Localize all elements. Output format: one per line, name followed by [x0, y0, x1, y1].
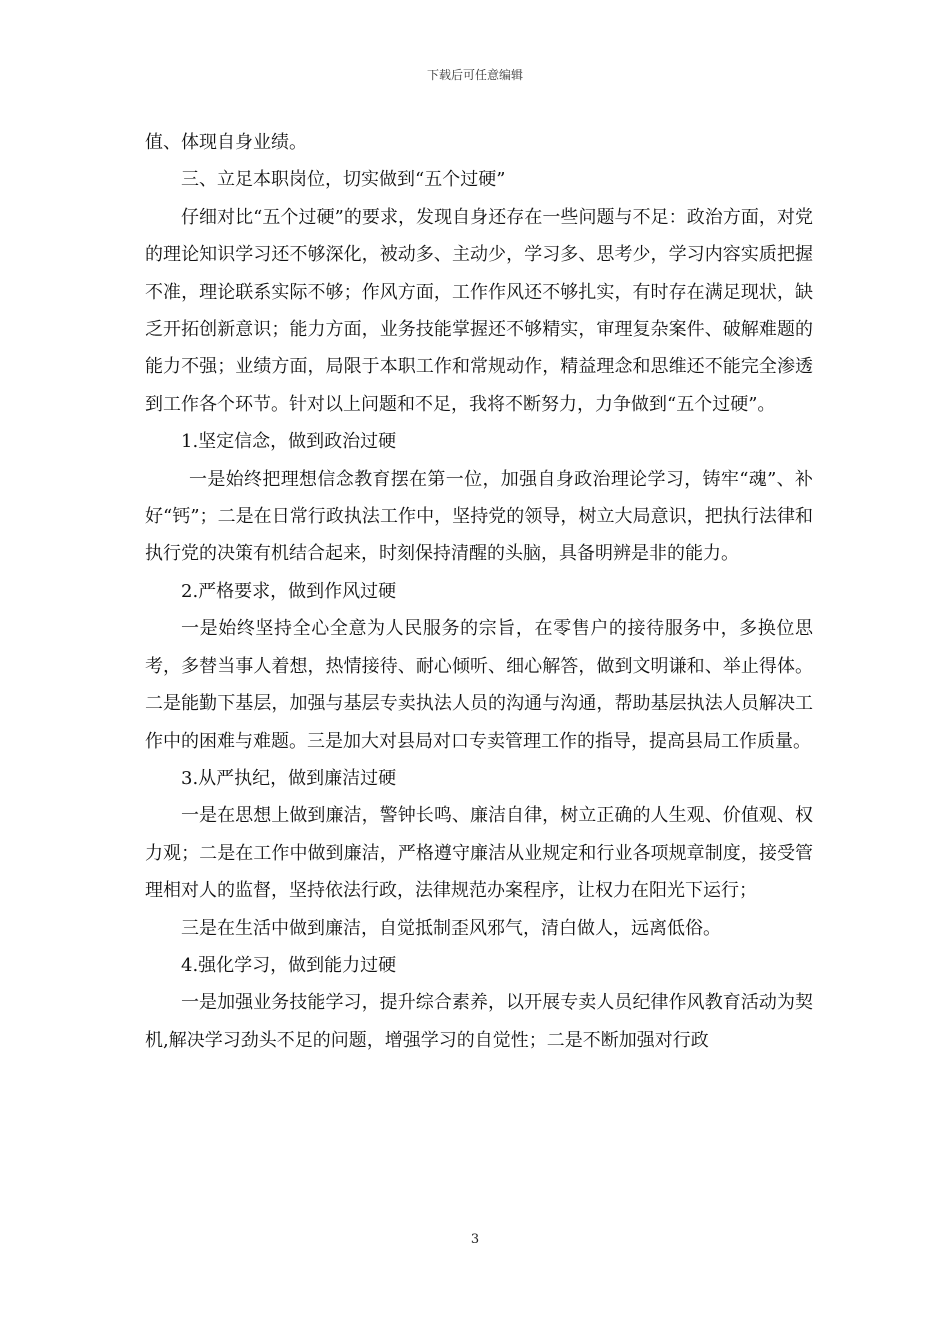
paragraph-continuation: 值、体现自身业绩。: [145, 132, 307, 153]
paragraph: 一是在思想上做到廉洁，警钟长鸣、廉洁自律，树立正确的人生观、价值观、权力观；二是在工作中做到廉洁，严格遵守廉洁从业规定和行业各项规章制度，接受管理相对人的监督，坚持依法行政，法律规范办案程序，让权力在阳光下运行；: [145, 805, 813, 902]
subheading-3: 3.从严执纪，做到廉洁过硬: [181, 767, 397, 789]
page-header: 下载后可任意编辑: [426, 68, 523, 82]
paragraph: 三是在生活中做到廉洁，自觉抵制歪风邪气，清白做人，远离低俗。: [181, 917, 721, 939]
page-number: 3: [470, 1232, 480, 1247]
subheading-1: 1.坚定信念，做到政治过硬: [181, 431, 397, 453]
section-heading: 三、立足本职岗位，切实做到“五个过硬”: [181, 169, 506, 191]
paragraph: 仔细对比“五个过硬”的要求，发现自身还存在一些问题与不足：政治方面，对党的理论知识学习还不够深化，被动多、主动少，学习多、思考少，学习内容实质把握不准，理论联系实际不够；作风方面，工作作风还不够扎实，有时存在满足现状，缺乏开拓创新意识；能力方面，业务技能掌握还不够精实，审理复杂案件、破解难题的能力不强；业绩方面，局限于本职工作和常规动作，精益理念和思维还不能完全渗透到工作各个环节。针对以上问题和不足，我将不断努力，力争做到“五个过硬”。: [145, 206, 813, 415]
paragraph: 一是始终坚持全心全意为人民服务的宗旨，在零售户的接待服务中，多换位思考，多替当事人着想，热情接待、耐心倾听、细心解答，做到文明谦和、举止得体。二是能勤下基层，加强与基层专卖执法人员的沟通与沟通，帮助基层执法人员解决工作中的困难与难题。三是加大对县局对口专卖管理工作的指导，提高县局工作质量。: [145, 618, 813, 752]
document-body: [145, 124, 813, 1059]
subheading-2: 2.严格要求，做到作风过硬: [181, 580, 397, 602]
subheading-4: 4.强化学习，做到能力过硬: [181, 954, 397, 976]
paragraph: 一是加强业务技能学习，提升综合素养，以开展专卖人员纪律作风教育活动为契机,解决学习劲头不足的问题，增强学习的自觉性；二是不断加强对行政: [145, 992, 813, 1051]
paragraph: 一是始终把理想信念教育摆在第一位，加强自身政治理论学习，铸牢“魂”、补好“钙”；二是在日常行政执法工作中，坚持党的领导，树立大局意识，把执行法律和执行党的决策有机结合起来，时刻保持清醒的头脑，具备明辨是非的能力。: [145, 468, 813, 565]
